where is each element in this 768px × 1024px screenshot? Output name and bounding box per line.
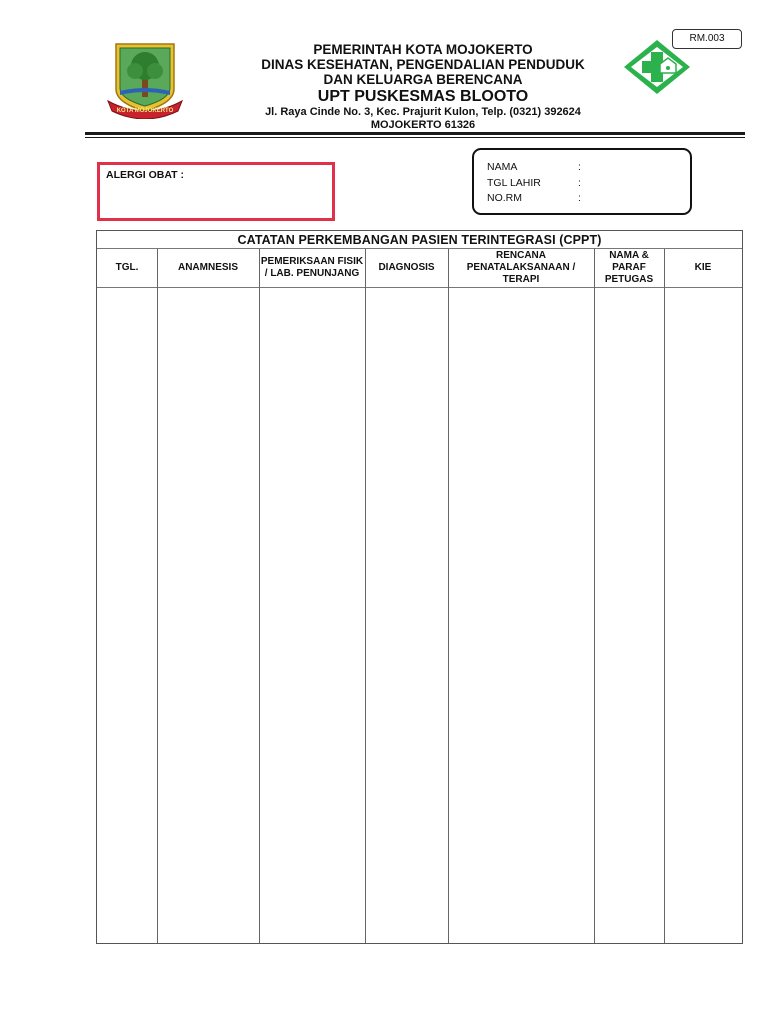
letterhead-government: PEMERINTAH KOTA MOJOKERTO	[313, 42, 533, 57]
column-header-treatment-plan: RENCANA PENATALAKSANAAN / TERAPI	[466, 250, 576, 285]
patient-rm-label: NO.RM	[487, 192, 522, 204]
letterhead-address: Jl. Raya Cinde No. 3, Kec. Prajurit Kulon, Telp. (0321) 392624	[265, 106, 581, 118]
letterhead-rule-thick	[85, 132, 745, 135]
column-header-anamnesis: ANAMNESIS	[177, 262, 238, 273]
patient-rm-colon: :	[578, 192, 581, 204]
letterhead-department: DINAS KESEHATAN, PENGENDALIAN PENDUDUK	[261, 57, 585, 72]
letterhead-rule-thin	[85, 137, 745, 138]
column-header-diagnosis: DIAGNOSIS	[378, 262, 435, 273]
form-code-label: RM.003	[672, 29, 742, 49]
patient-name-colon: :	[578, 161, 581, 173]
city-emblem-icon	[104, 41, 186, 119]
patient-dob-colon: :	[578, 177, 581, 189]
column-divider	[664, 249, 665, 943]
patient-name-label: NAMA	[487, 161, 518, 173]
patient-dob-label: TGL LAHIR	[487, 177, 541, 189]
allergy-box[interactable]	[97, 162, 335, 221]
column-header-staff-signature: NAMA & PARAF PETUGAS	[604, 250, 654, 285]
column-divider	[594, 249, 595, 943]
column-divider	[259, 249, 260, 943]
table-header-divider	[97, 287, 742, 288]
column-divider	[448, 249, 449, 943]
cppt-table	[96, 230, 743, 944]
letterhead-clinic-name: UPT PUSKESMAS BLOOTO	[317, 88, 529, 105]
column-divider	[157, 249, 158, 943]
emblem-banner-text: KOTA MOJOKERTO	[116, 108, 174, 114]
column-header-kie: KIE	[694, 262, 712, 273]
patient-info-box	[472, 148, 692, 215]
allergy-label: ALERGI OBAT :	[106, 169, 184, 181]
column-header-examination: PEMERIKSAAN FISIK / LAB. PENUNJANG	[260, 256, 364, 279]
column-divider	[365, 249, 366, 943]
table-title: CATATAN PERKEMBANGAN PASIEN TERINTEGRASI (CPPT)	[97, 231, 742, 249]
column-header-date: TGL.	[115, 262, 139, 273]
puskesmas-cross-icon	[622, 38, 692, 96]
letterhead-department-cont: DAN KELUARGA BERENCANA	[323, 72, 523, 87]
letterhead-city: MOJOKERTO 61326	[370, 119, 476, 131]
